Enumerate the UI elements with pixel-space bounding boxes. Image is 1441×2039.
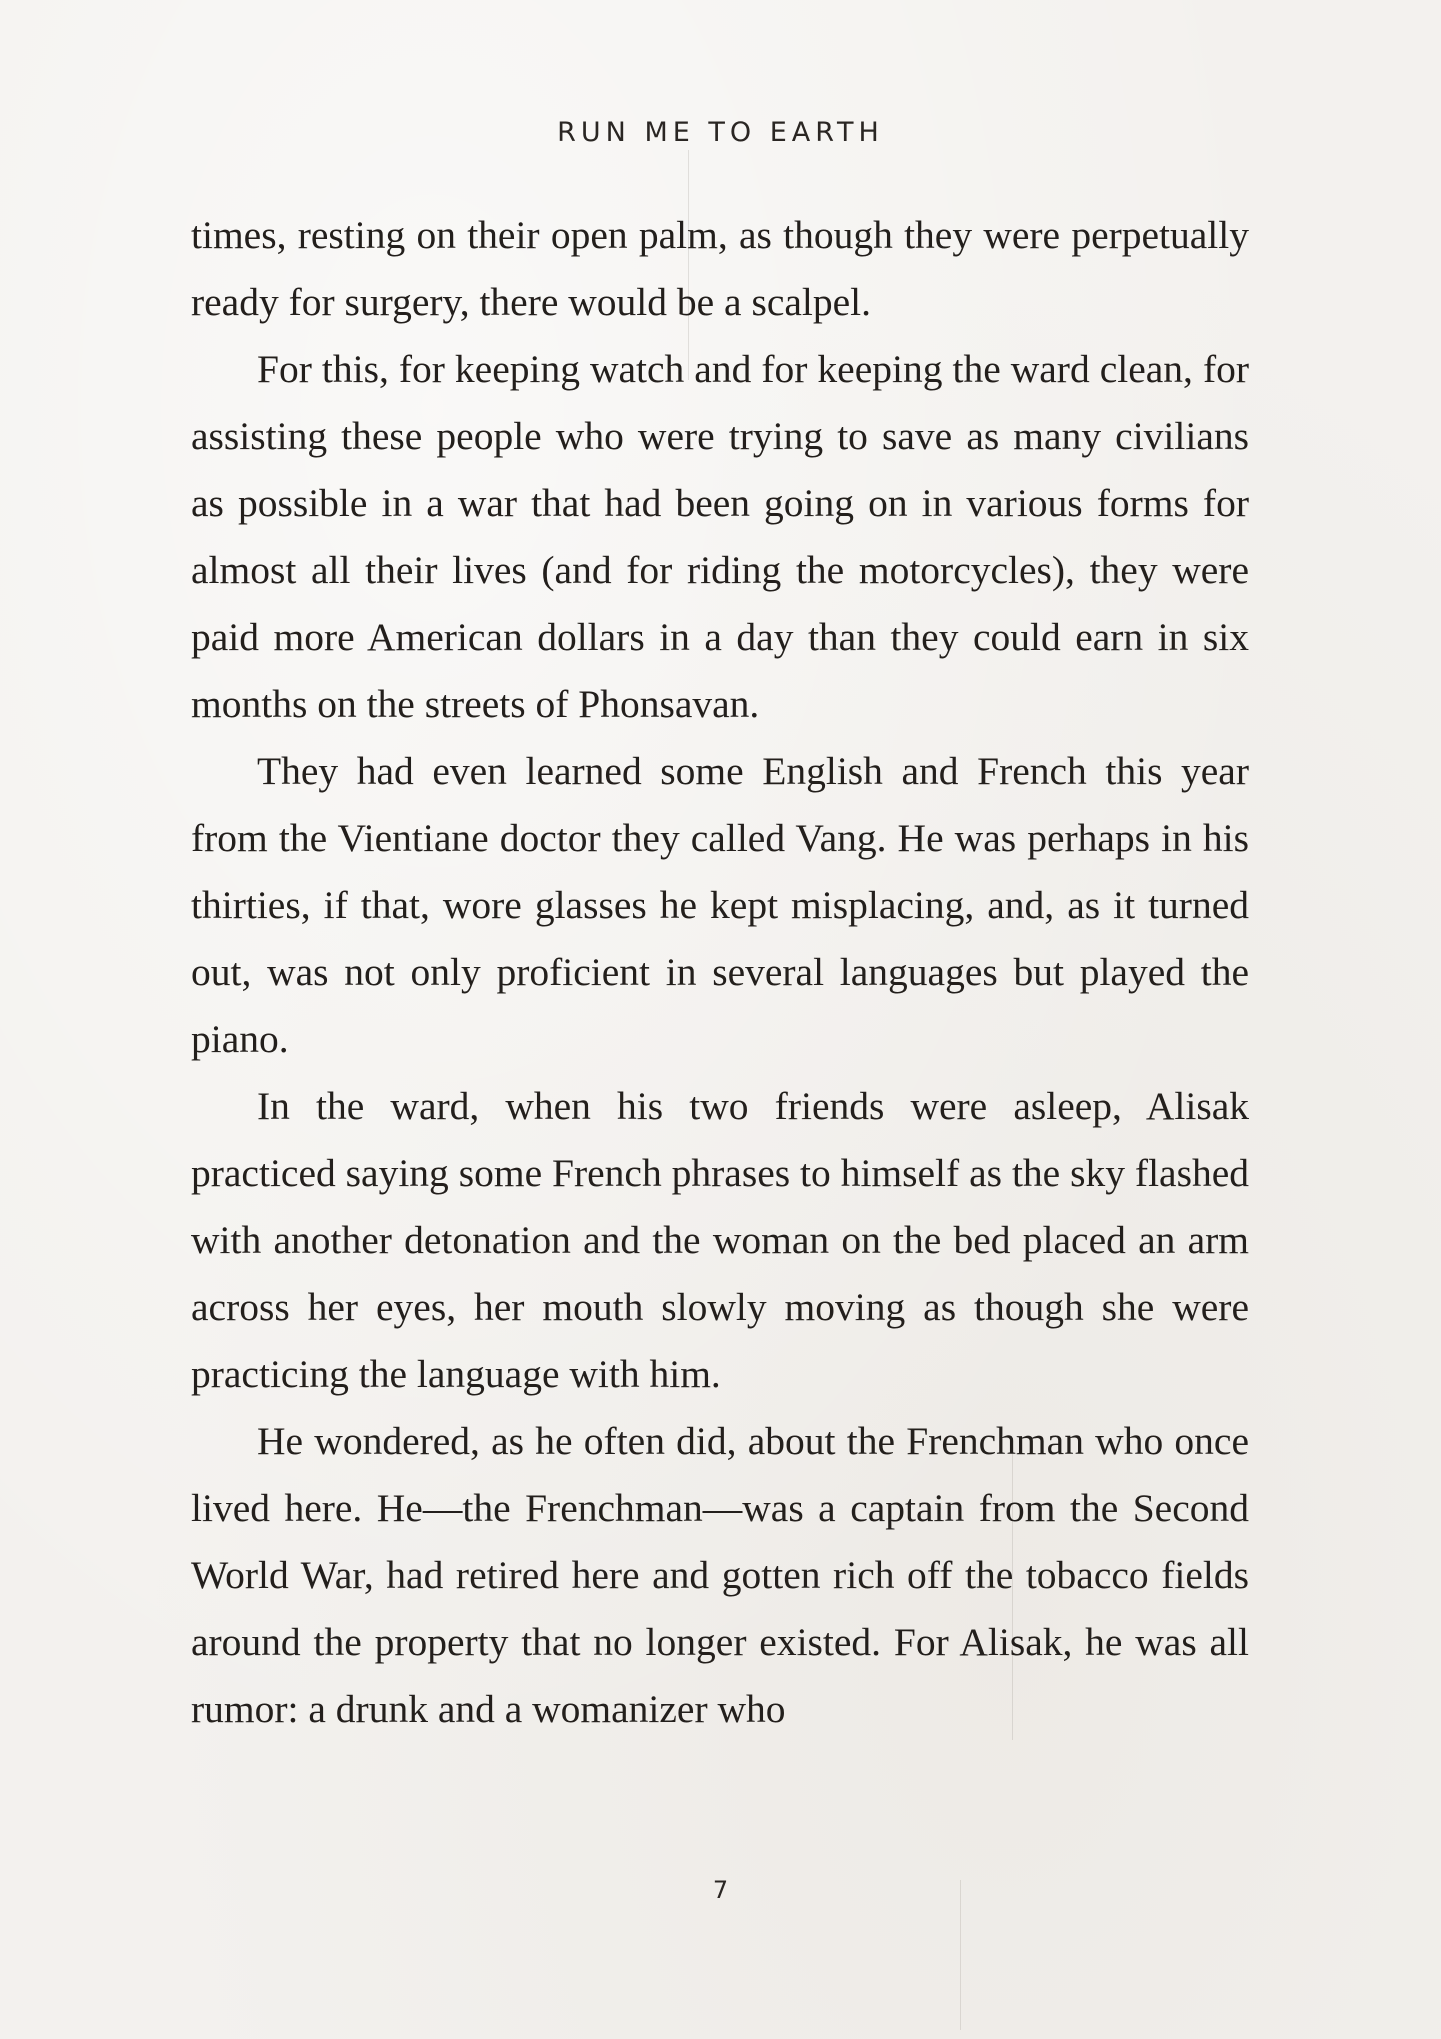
paragraph: He wondered, as he often did, about the Frenchman who once lived here. He—the Frenchman—was a captain from the Second World War, had retired here and gotten rich off the tobacco fields around the property that no longer existed. For Alisak, he was all rumor: a drunk and a womanizer who (191, 1419, 1249, 1731)
paragraph: times, resting on their open palm, as though they were perpetually ready for surgery, there would be a scalpel. (191, 213, 1249, 324)
body-text (191, 202, 1249, 1743)
paragraph: In the ward, when his two friends were asleep, Alisak practiced saying some French phrases to himself as the sky flashed with another detonation and the woman on the bed placed an arm across her eyes, her mouth slowly moving as though she were practicing the language with him. (191, 1084, 1249, 1396)
running-head: RUN ME TO EARTH (557, 117, 884, 148)
paragraph: They had even learned some English and French this year from the Vientiane doctor they called Vang. He was perhaps in his thirties, if that, wore glasses he kept misplacing, and, as it turned out, was not only proficient in several languages but played the piano. (191, 749, 1249, 1061)
paragraph: For this, for keeping watch and for keeping the ward clean, for assisting these people who were trying to save as many civilians as possible in a war that had been going on in various forms for almost all their lives (and for riding the motorcycles), they were paid more American dollars in a day than they could earn in six months on the streets of Phonsavan. (191, 347, 1249, 726)
page-number: 7 (712, 1876, 729, 1904)
